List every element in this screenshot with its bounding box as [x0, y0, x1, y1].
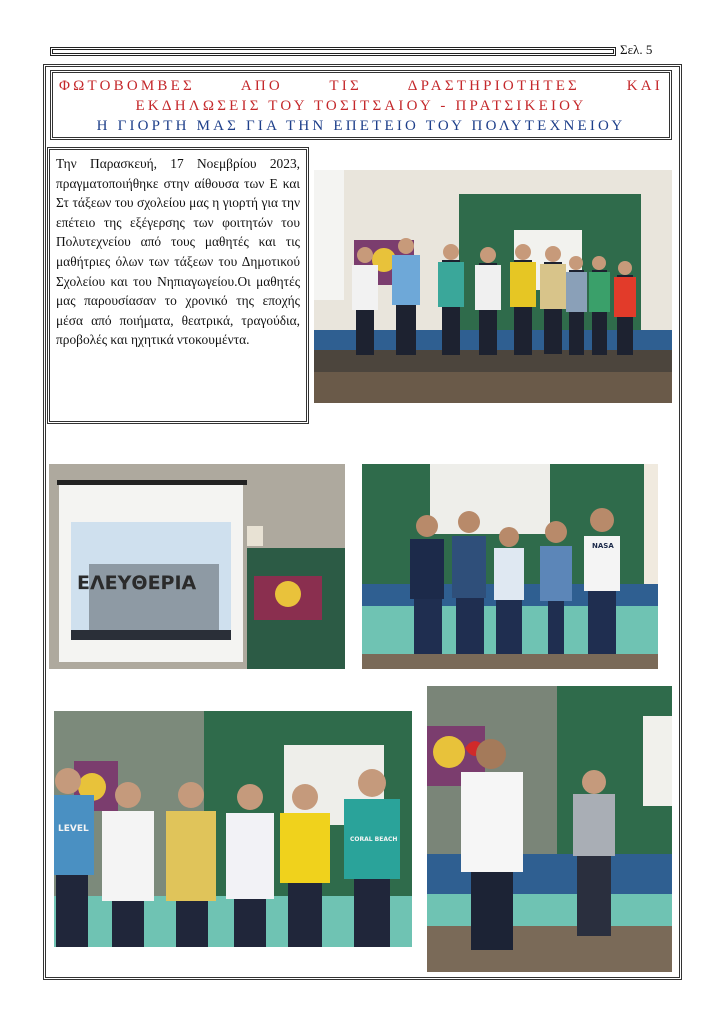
photo-projection: [49, 464, 345, 669]
article-body: Την Παρασκευή, 17 Νοεμβρίου 2023, πραγματοποιήθηκε στην αίθουσα των Ε και Στ τάξεων του σχολείου μας η γιορτή για την επέτειο της εξέγερσης των φοιτητών του Πολυτεχνείου από τους μαθητές και τις μαθήτριες όλων των τάξεων του Δημοτικού Σχολείου και του Νηπιαγωγείου.Οι μαθητές μας παρουσίασαν το χρονικό της εποχής μέσα από ποιήματα, θεατρικά, τραγούδια, προβολές και ηχητικά ντοκουμέντα.: [56, 156, 300, 348]
page-number: Σελ. 5: [620, 42, 653, 57]
photo-six-boys: [54, 711, 412, 947]
title-line-1: ΦΩΤΟΒΟΜΒΕΣ ΑΠΟ ΤΙΣ ΔΡΑΣΤΗΡΙΟΤΗΤΕΣ ΚΑΙ: [59, 78, 663, 94]
photo-group-stage: [314, 170, 672, 403]
projection-word: ΕΛΕΥΘΕΡΙΑ: [77, 572, 197, 594]
shirt-level: LEVEL: [58, 824, 89, 834]
photo-two-boys: [427, 686, 672, 972]
title-box: [50, 70, 672, 140]
shirt-coral: CORAL BEACH: [350, 836, 398, 843]
article-text-box: [47, 147, 309, 424]
photo-five-students: [362, 464, 658, 669]
title-line-2: ΕΚΔΗΛΩΣΕΙΣ ΤΟΥ ΤΟΣΙΤΣΑΙΟΥ - ΠΡΑΤΣΙΚΕΙΟΥ: [135, 98, 587, 114]
header-rule: [50, 47, 616, 56]
shirt-nasa: NASA: [592, 542, 614, 550]
title-line-3: Η ΓΙΟΡΤΗ ΜΑΣ ΓΙΑ ΤΗΝ ΕΠΕΤΕΙΟ ΤΟΥ ΠΟΛΥΤΕΧΝΕΙΟΥ: [96, 118, 626, 134]
